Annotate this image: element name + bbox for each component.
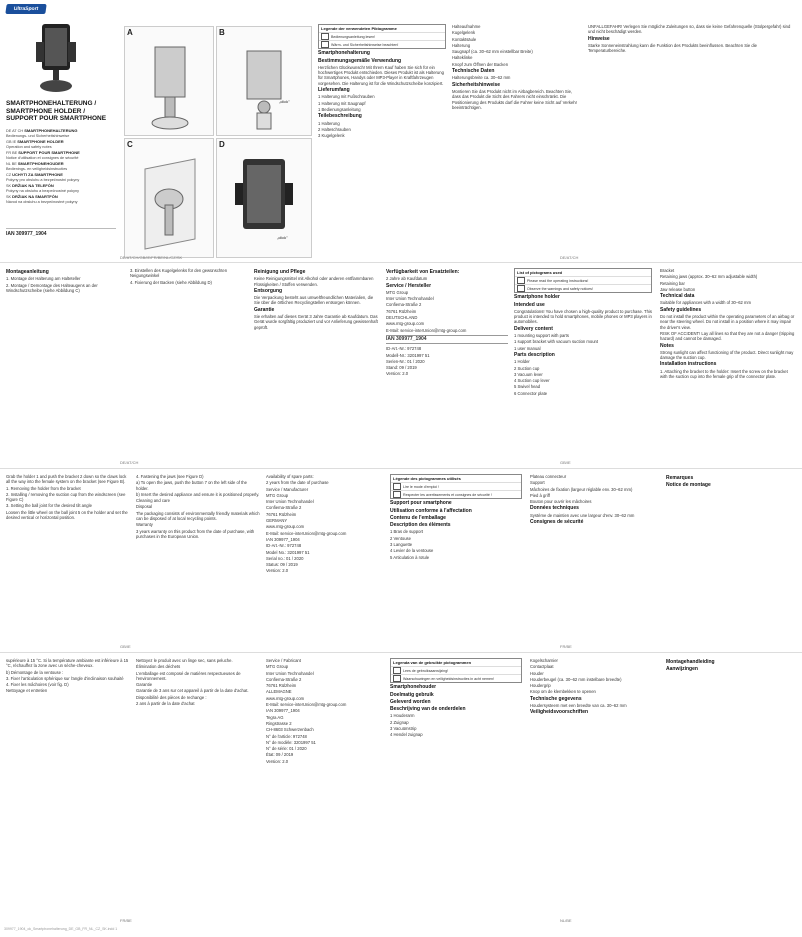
figure-b bbox=[216, 26, 312, 136]
id-line: Stand: 09 / 2019 bbox=[386, 365, 417, 371]
section-heading: Installation instructions bbox=[660, 361, 717, 368]
list-item: 1 Halterung bbox=[318, 120, 340, 126]
paragraph: Die Verpackung besteht aus umweltfreundlichen Materialien, die Sie über die örtlichen Recyclingstellen entsorgen können. bbox=[254, 295, 374, 306]
figure-c-drawing bbox=[125, 139, 213, 257]
figure-c bbox=[124, 138, 214, 258]
legend-row bbox=[319, 40, 445, 48]
paragraph: 3. Setting the ball joint for the desired tilt angle bbox=[6, 503, 92, 509]
parts-list bbox=[530, 474, 660, 504]
address-line: MTG Group bbox=[386, 289, 409, 295]
paragraph: Nettoyage et entretien bbox=[6, 688, 48, 694]
warning-paragraph: RISK OF ACCIDENT! Lay all lines so that they are not a danger (tripping hazard) and cannot be damaged. bbox=[660, 330, 795, 342]
paragraph: 3. Fixer l'articulation sphérique sur l'angle d'inclinaison souhaité bbox=[6, 675, 124, 681]
language-title: SMARTPHONE HOLDER bbox=[17, 139, 64, 144]
language-subtitle: Operation and safety notes bbox=[6, 145, 52, 149]
address-line: DEUTSCHLAND bbox=[386, 315, 418, 321]
de-page1-col3 bbox=[588, 24, 796, 260]
part-item: Kogelscharnier bbox=[530, 658, 558, 663]
list-item: 1 mounting support with parts bbox=[514, 333, 569, 339]
section-heading: Smartphone holder bbox=[514, 294, 560, 301]
cover-ian: IAN 309977_1904 bbox=[6, 228, 116, 239]
page-label: GB/IE bbox=[120, 644, 131, 649]
part-item: Jaw release button bbox=[660, 286, 696, 292]
clack-note: „click" bbox=[277, 235, 288, 240]
list-item: 1 Halterung mit Saugnapf bbox=[318, 100, 366, 106]
legend-text: Lees de gebruiksaanwijzing! bbox=[403, 668, 449, 673]
paragraph: 76761 Rülzheim bbox=[266, 683, 297, 689]
book-icon bbox=[321, 33, 329, 40]
de-page2-col2 bbox=[130, 268, 248, 458]
paragraph: N° de l'article: 972748 bbox=[266, 733, 307, 739]
part-item: Knop om de klembekken te openen bbox=[530, 689, 596, 695]
email: E-Mail: service-interUnion@mtg-group.com bbox=[386, 327, 467, 333]
paragraph: Garantie de 3 ans sur cet appareil à partir de la date d'achat. bbox=[136, 688, 249, 694]
section-heading: Veiligheidsvoorschriften bbox=[530, 709, 589, 716]
part-item: Support bbox=[530, 480, 545, 486]
legend-text: Wärm- und Sicherheitshinweise beachten! bbox=[331, 42, 399, 47]
paragraph: ID-Art.-Nr.: 972748 bbox=[266, 543, 302, 549]
parts-list bbox=[530, 658, 660, 695]
part-item: Houdergrip bbox=[530, 683, 551, 689]
paragraph: 4. Fixer les mâchoires (voir fig. D) bbox=[6, 682, 69, 688]
figure-d bbox=[216, 138, 312, 258]
part-item: Halteklinke bbox=[452, 55, 473, 61]
paragraph: 3 years warranty on this product from the date of purchase, with purchases in the European Union. bbox=[136, 528, 255, 539]
language-subtitle: Pokyny pro obsluhu a bezpečnostní pokyny bbox=[6, 178, 80, 182]
legend-text: Bedienungsanleitung lesen! bbox=[331, 34, 376, 39]
legend-text: Respecter les avertissements et consignes de sécurité ! bbox=[403, 492, 492, 497]
language-code: FR BE bbox=[6, 151, 19, 155]
paragraph: 76761 Rülzheim bbox=[266, 511, 297, 517]
legend-row bbox=[515, 284, 651, 292]
section-heading: Remarques bbox=[666, 475, 694, 481]
en-page3-col2 bbox=[136, 474, 260, 642]
id-list bbox=[386, 346, 508, 376]
de-page2-col1 bbox=[6, 268, 124, 458]
language-title: DRŽIAK NA SMARTFÓN bbox=[12, 194, 58, 199]
paragraph: Version: 2.0 bbox=[266, 568, 289, 574]
paragraph: ALLEMAGNE bbox=[266, 689, 292, 695]
part-item: Plateau connecteur bbox=[530, 474, 567, 479]
paragraph: Élimination des déchets bbox=[136, 664, 181, 670]
section-heading: Lieferumfang bbox=[318, 87, 350, 94]
cover-language-entry bbox=[6, 183, 116, 194]
de-page1-col2 bbox=[452, 24, 582, 260]
warning-paragraph: UNFALLGEFAHR! Verlegen Sie mögliche Zuleitungen so, dass sie keine Gefahrenquelle (Stolpergefahr) sind und nicht beschädigt werden. bbox=[588, 24, 791, 35]
list-item: 4 Suction cup lever bbox=[514, 378, 550, 384]
brand-logo bbox=[5, 4, 46, 14]
fr-legend bbox=[390, 474, 522, 499]
nl-page4-col5 bbox=[530, 658, 660, 918]
paragraph: État: 09 / 2019 bbox=[266, 752, 294, 758]
nl-page4-col4 bbox=[390, 658, 524, 918]
warning-icon bbox=[393, 675, 401, 682]
paragraph: Garantie bbox=[136, 682, 153, 688]
en-page3-col1 bbox=[6, 474, 130, 642]
paragraph: Strong sunlight can affect functioning of the product. Direct sunlight may damage the suction cup. bbox=[660, 349, 794, 361]
fr-page3-col4 bbox=[390, 474, 524, 642]
fr-page4-col1 bbox=[6, 658, 130, 918]
print-footer bbox=[0, 927, 802, 937]
row-divider bbox=[0, 468, 802, 469]
section-heading: Consignes de sécurité bbox=[530, 519, 584, 526]
cover-language-entry bbox=[6, 139, 116, 150]
paragraph: MTG Group bbox=[266, 664, 289, 670]
book-icon bbox=[393, 667, 401, 674]
part-item: Knopf zum Öffnen der Backen bbox=[452, 61, 509, 67]
section-heading: Technical data bbox=[660, 293, 695, 300]
paragraph: b) Démontage de la ventouse : bbox=[6, 669, 64, 675]
id-line: Version: 2.0 bbox=[386, 371, 409, 377]
section-heading: Delivery content bbox=[514, 325, 553, 332]
paragraph: Houdersysteem met een breedte van ca. 30–62 mm bbox=[530, 703, 627, 709]
language-code: SK bbox=[6, 195, 13, 199]
paragraph: Congratulations! You have chosen a high-quality product to purchase. This product is intended to hold smartphones, mobile phones or MP3 players in automobiles. bbox=[514, 308, 652, 325]
language-title: UCHYTI ZA SMARTPHONE bbox=[12, 172, 63, 177]
section-heading: Aanwijzingen bbox=[666, 666, 698, 673]
part-item: Kugelgelenk bbox=[452, 30, 476, 36]
paragraph: Cleaning and care bbox=[136, 498, 170, 504]
paragraph: www.mtg-group.com bbox=[266, 524, 305, 530]
paragraph: b) Insert the desired appliance and ensure it is positioned properly. bbox=[136, 491, 260, 497]
ian-box: IAN 309977_1904 bbox=[386, 335, 508, 344]
paragraph: Nettoyez le produit avec un linge sec, sans peluche. bbox=[136, 658, 233, 663]
list-item: 1. Montage der Halterung am Halteteller bbox=[6, 276, 81, 282]
list-item: 4 Hendel zuignap bbox=[390, 732, 423, 738]
paragraph: Loosen the little wheel on the ball joint 5 on the holder and set the desired vertical or horizontal position. bbox=[6, 509, 128, 521]
section-heading: Entsorgung bbox=[254, 287, 283, 294]
list-item: 1 support bracket with vacuum suction mount bbox=[514, 339, 599, 345]
list-item: 1 user manual bbox=[514, 345, 541, 351]
legend-row bbox=[391, 482, 521, 490]
language-subtitle: Bedienings- en veiligheidsinstructies bbox=[6, 167, 68, 171]
address-line: 76761 Rülzheim bbox=[386, 308, 417, 314]
section-heading: Données techniques bbox=[530, 505, 579, 512]
language-title: SMARTPHONEHALTERUNG bbox=[24, 128, 78, 133]
cover-language-entry bbox=[6, 194, 116, 205]
address-line: www.mtg-group.com bbox=[386, 321, 425, 327]
nl-page4-col6 bbox=[666, 658, 796, 918]
de-page2-col4 bbox=[386, 268, 508, 458]
brand-text: UltraSport bbox=[13, 6, 39, 12]
cover-language-entry bbox=[6, 161, 116, 172]
part-item: Houder bbox=[530, 670, 544, 676]
list-item: 3 Vacuümstrip bbox=[390, 726, 417, 732]
warning-icon bbox=[517, 285, 525, 292]
delivery-list bbox=[514, 333, 654, 351]
list-item: 1 Holder bbox=[514, 359, 530, 365]
parts-list bbox=[390, 529, 524, 559]
en-legend bbox=[514, 268, 652, 293]
paragraph: E-Mail: service-interUnion@mtg-group.com bbox=[266, 530, 347, 536]
fr-page3-col6 bbox=[666, 474, 796, 642]
paragraph: 2. Installing / removing the suction cup from the windscreen (see Figure C) bbox=[6, 491, 126, 503]
id-line: Modell-Nr.: 3201997 51 bbox=[386, 352, 430, 358]
section-heading: Smartphonehouder bbox=[390, 684, 437, 691]
en-page3-col3 bbox=[266, 474, 384, 642]
en-page2-col5 bbox=[514, 268, 654, 458]
paragraph: Service / Fabricant bbox=[266, 658, 301, 663]
paragraph: Do not install the product within the operating parameters of an airbag or near the steering wheel. Do not install in a position where it may impair the driver's view. bbox=[660, 314, 795, 330]
legend-text: Waarschuwingen en veiligheidsinstructies in acht nemen! bbox=[403, 676, 494, 681]
section-heading: Teilebeschreibung bbox=[318, 113, 362, 120]
list-item: 2 Zuignap bbox=[390, 719, 409, 725]
section-heading: Safety guidelines bbox=[660, 306, 702, 313]
paragraph: N° de série: 01 / 2020 bbox=[266, 746, 307, 752]
list-item: 1 Houderarm bbox=[390, 713, 415, 719]
paragraph: Tegra AG bbox=[266, 714, 284, 720]
warning-icon bbox=[321, 41, 329, 48]
cover-languages bbox=[6, 128, 116, 205]
paragraph: Serial no.: 01 / 2020 bbox=[266, 555, 304, 561]
page-label: DE/AT/CH bbox=[560, 255, 579, 260]
paragraph: supérieure à 15 °C. Si la température ambiante est inférieure à 15 °C, réchauffez la zone avec un sèche-cheveux. bbox=[6, 658, 129, 669]
paragraph: 2 years from the date of purchase bbox=[266, 480, 329, 486]
paragraph: N° de modèle: 3201997 51 bbox=[266, 739, 316, 745]
paragraph: MTG Group bbox=[266, 492, 289, 498]
figure-a-drawing bbox=[125, 27, 213, 135]
language-title: SMARTPHONEHOUDER bbox=[17, 161, 64, 166]
paragraph: Confiema-Straße 2 bbox=[266, 676, 302, 682]
paragraph: Ringstrasse 2 bbox=[266, 720, 292, 726]
address-line: Confiema-Straße 2 bbox=[386, 302, 422, 308]
language-title: SUPPORT POUR SMARTPHONE bbox=[18, 150, 80, 155]
de-page1-col1 bbox=[318, 24, 446, 260]
click-note: „click" bbox=[279, 99, 290, 104]
paragraph: Disposal bbox=[136, 504, 153, 510]
language-code: NL BE bbox=[6, 162, 18, 166]
paragraph: 4. Fastening the jaws (see Figure D) bbox=[136, 474, 204, 479]
section-heading: Doelmatig gebruik bbox=[390, 691, 434, 698]
list-item: 3. Einstellen des Kugelgelenks für den gewünschten Neigungswinkel bbox=[130, 268, 228, 279]
figure-label: C bbox=[127, 140, 133, 149]
paragraph: Availability of spare parts: bbox=[266, 474, 314, 479]
id-line: Serien-Nr.: 01 / 2020 bbox=[386, 358, 425, 364]
list-item: 3 Kugelgelenk bbox=[318, 133, 345, 139]
list-item: 1 Halterung mit Fußschrauben bbox=[318, 94, 375, 100]
part-item: Bracket bbox=[660, 268, 675, 273]
page-label: GB/IE bbox=[560, 460, 571, 465]
legend-title: Légende des pictogrammes utilisés bbox=[393, 476, 461, 481]
section-heading: Smartphonehalterung bbox=[318, 50, 370, 57]
paragraph: Disponibilité des pièces de rechange : bbox=[136, 694, 207, 700]
section-heading: Utilisation conforme à l'affectation bbox=[390, 507, 472, 514]
section-heading: Parts description bbox=[514, 351, 555, 358]
language-subtitle: Pokyny na obsluhu a bezpečnostné pokyny bbox=[6, 189, 80, 193]
language-code: SK bbox=[6, 184, 13, 188]
fr-page3-col5 bbox=[530, 474, 660, 642]
paragraph: Version: 2.0 bbox=[266, 758, 289, 764]
nl-legend bbox=[390, 658, 522, 683]
paragraph: Starke Sonneneinstrahlung kann die Funktion des Produkts beeinflussen. Beachten Sie die Temperaturbereiche. bbox=[588, 42, 758, 54]
section-heading: Montagehandleiding bbox=[666, 659, 715, 665]
legend-text: Observe the warnings and safety notices! bbox=[527, 286, 593, 291]
cover-language-entry bbox=[6, 150, 116, 161]
part-item: Pied à griff bbox=[530, 492, 550, 498]
warning-icon bbox=[393, 491, 401, 498]
legend-row bbox=[515, 276, 651, 284]
figure-label: D bbox=[219, 140, 225, 149]
cover-language-entry bbox=[6, 128, 116, 139]
fr-page4-col3 bbox=[266, 658, 384, 918]
language-code: DE AT CH bbox=[6, 129, 25, 133]
language-subtitle: Bedienungs- und Sicherheitshinweise bbox=[6, 134, 70, 138]
paragraph: Inter Union Technohandel bbox=[266, 670, 314, 676]
en-page2-col6 bbox=[660, 268, 796, 458]
parts-list bbox=[390, 713, 524, 737]
paragraph: 1. Attaching the bracket to the holder: Insert the screw on the bracket with the suction cup into the female grip of the connector plate. bbox=[660, 368, 788, 380]
section-heading: Montageanleitung bbox=[6, 269, 49, 275]
paragraph: The packaging consists of environmentally friendly materials which can be disposed of at local recycling points. bbox=[136, 510, 260, 522]
company-address bbox=[386, 290, 508, 327]
language-title: DRŽIAK NA TELEFÓN bbox=[12, 183, 54, 188]
paragraph: a) To open the jaws, push the button 7 on the left side of the holder. bbox=[136, 480, 247, 491]
paragraph: IAN 309977_1904 bbox=[266, 708, 300, 714]
page-label: DE/AT/CH/GB/IE/FR/BE/NL/CZ/SK bbox=[120, 255, 183, 260]
part-item: Retaining jaws (approx. 30–62 mm adjustable width) bbox=[660, 274, 758, 280]
legend-text: Please read the operating instructions! bbox=[527, 278, 589, 283]
part-item: Saugnapf (ca. 30–62 mm einstellbar Breite) bbox=[452, 49, 533, 55]
list-item: 5 Articulation à rotule bbox=[390, 554, 430, 560]
list-item: 1 Bedienungsanleitung bbox=[318, 106, 361, 112]
paragraph: Halterungsbreite ca. 30–62 mm bbox=[452, 75, 511, 81]
row-divider bbox=[0, 652, 802, 653]
section-heading: Bestimmungsgemäße Verwendung bbox=[318, 57, 402, 64]
paragraph: Confiema-Straße 2 bbox=[266, 505, 302, 511]
section-heading: Notice de montage bbox=[666, 482, 711, 489]
section-heading: Hinweise bbox=[588, 35, 610, 42]
legend-row bbox=[391, 674, 521, 682]
paragraph: Service / Manufacturer bbox=[266, 486, 309, 492]
section-heading: Garantie bbox=[254, 306, 275, 313]
part-item: Halterung bbox=[452, 42, 471, 48]
paragraph: Inter Union Technohandel bbox=[266, 499, 314, 505]
paragraph: CH-8603 Schwerzenbach bbox=[266, 727, 314, 733]
figure-d-drawing bbox=[217, 139, 311, 257]
legend-row bbox=[391, 666, 521, 674]
parts-list bbox=[660, 268, 796, 292]
part-item: Kontaktsäule bbox=[452, 36, 477, 42]
cover-title: SMARTPHONEHALTERUNG / SMARTPHONE HOLDER / SUPPORT POUR SMARTPHONE bbox=[6, 100, 107, 122]
part-item: Contactplaat bbox=[530, 664, 554, 670]
paragraph: Model No.: 3201997 51 bbox=[266, 549, 310, 555]
id-line: ID-Art.-Nr.: 972748 bbox=[386, 346, 422, 352]
page-label: FR/BE bbox=[560, 644, 572, 649]
section-heading: Intended use bbox=[514, 301, 545, 308]
paragraph: Montieren Sie das Produkt nicht im Airbagbereich. Beachten Sie, dass das Produkt die Sicht des Fahrers nicht einschränkt. Die Positionierung des Produkts darf die Fahrer keine Sicht auf Verkehr beeinträchtigen. bbox=[452, 88, 577, 110]
paragraph: 2 Jahre ab Kaufdatum bbox=[386, 276, 428, 282]
legend-text: Lire le mode d'emploi ! bbox=[403, 484, 440, 489]
page-label: FR/BE bbox=[120, 918, 132, 923]
list-item: 2 Suction cup bbox=[514, 365, 540, 371]
section-heading: Support pour smartphone bbox=[390, 500, 452, 507]
figure-b-drawing bbox=[217, 27, 311, 135]
section-heading: Reinigung und Pflege bbox=[254, 269, 306, 275]
section-heading: Service / Hersteller bbox=[386, 282, 432, 289]
address-line: Inter Union Technohandel bbox=[386, 296, 434, 302]
section-heading: Beschrijving van de onderdelen bbox=[390, 706, 466, 713]
list-item: 3 Languette bbox=[390, 542, 413, 548]
paragraph: Sie erhalten auf dieses Gerät 3 Jahre Garantie ab Kaufdatum. Das Gerät wurde sorgfältig produziert und vor Anlieferung gewissenhaft geprüft. bbox=[254, 314, 378, 330]
list-item: 2. Montage / Demontage des Halteaugens an der Windschutzscheibe (siehe Abbildung C) bbox=[6, 282, 98, 293]
part-item: Bouton pour ouvrir les mâchoires bbox=[530, 499, 592, 505]
footer-text: 309977_1904_ok_Smartphonehalterung_DE_GB_FR_NL_CZ_SK.indd 1 bbox=[4, 927, 118, 931]
figure-a bbox=[124, 26, 214, 136]
figure-label: B bbox=[219, 28, 225, 37]
paragraph: Grab the holder 1 and push the bracket 2 down so the claws lock all the way into the female system on the bracket (see Figure B). bbox=[6, 474, 127, 485]
paragraph: Warranty bbox=[136, 522, 153, 528]
part-item: Houderbeugel (ca. 30–62 mm instelbare breedte) bbox=[530, 676, 622, 682]
section-heading: Sicherheitshinweise bbox=[452, 81, 501, 88]
list-item: 4 Levier de la ventouse bbox=[390, 548, 434, 554]
section-heading: Technische Daten bbox=[452, 68, 495, 75]
list-item: 1 Bras de support bbox=[390, 529, 424, 535]
list-item: 4. Fixierung der Backen (siehe Abbildung D) bbox=[130, 279, 212, 285]
section-heading: Description des éléments bbox=[390, 522, 451, 529]
legend-title: Legenda van de gebruikte pictogrammen bbox=[393, 660, 472, 665]
list-item: 2 Halteschrauben bbox=[318, 126, 351, 132]
de-page2-col3 bbox=[254, 268, 380, 458]
page-label-bar bbox=[0, 255, 802, 265]
figure-label: A bbox=[127, 28, 133, 37]
fr-page4-col2 bbox=[136, 658, 260, 918]
paragraph: Herzlichen Glückwunsch! Mit Ihrem Kauf haben Sie sich für ein hochwertiges Produkt entschieden. Dieses Produkt ist als Halterung für Smartphones, Handys oder MP3-Player in Kraftfahrzeugen vorgesehen. Die Halterung ist für die Windschutzscheibe konzipiert. bbox=[318, 64, 444, 86]
page-label: NL/BE bbox=[560, 918, 572, 923]
page-label: DE/AT/CH bbox=[120, 460, 139, 465]
paragraph: IAN 309977_1904 bbox=[266, 536, 300, 542]
section-heading: Verfügbarkeit von Ersatzteilen: bbox=[386, 269, 460, 275]
paragraph: www.mtg-group.com bbox=[266, 695, 305, 701]
paragraph: 1. Removing the holder from the bracket bbox=[6, 485, 81, 491]
part-item: Retaining bar bbox=[660, 280, 685, 286]
list-item: 2 Ventouse bbox=[390, 535, 411, 541]
legend-title: List of pictograms used bbox=[517, 270, 563, 275]
language-code: GB IE bbox=[6, 140, 18, 144]
paragraph: E-Mail: service-interUnion@mtg-group.com bbox=[266, 702, 347, 708]
list-item: 5 Swivel head bbox=[514, 384, 541, 390]
section-heading: Technische gegevens bbox=[530, 695, 582, 702]
section-heading: Geleverd worden bbox=[390, 698, 431, 705]
legend-row bbox=[319, 32, 445, 40]
paragraph: GERMANY bbox=[266, 518, 288, 524]
paragraph: Keine Reinigungsmittel mit Alkohol oder anderen entflammbaren Flüssigkeiten / Stoffen verwenden. bbox=[254, 276, 374, 287]
section-heading: Contenu de l'emballage bbox=[390, 514, 446, 521]
part-item: Mâchoires de fixation (largeur réglable env. 30–62 mm) bbox=[530, 486, 633, 492]
list-item: 3 Vacuum lever bbox=[514, 371, 543, 377]
paragraph: L'emballage est composé de matières respectueuses de l'environnement. bbox=[136, 670, 241, 681]
language-subtitle: Notice d'utilisation et consignes de sécurité bbox=[6, 156, 79, 160]
legend-row bbox=[391, 490, 521, 498]
de-legend bbox=[318, 24, 446, 49]
paragraph: Suitable for appliances with a width of 30–62 mm bbox=[660, 300, 752, 306]
part-item: Halteaufnahme bbox=[452, 24, 481, 29]
language-code: CZ bbox=[6, 173, 13, 177]
cover-language-entry bbox=[6, 172, 116, 183]
paragraph: 2 ans à partir de la date d'achat bbox=[136, 701, 195, 707]
parts-list bbox=[514, 359, 654, 396]
legend-title: Legende der verwendeten Piktogramme bbox=[321, 26, 397, 31]
list-item: 6 Connector plate bbox=[514, 390, 548, 396]
paragraph: Status: 09 / 2019 bbox=[266, 562, 298, 568]
language-subtitle: Návod na obsluhu a bezpečnostné pokyny bbox=[6, 200, 78, 204]
book-icon bbox=[393, 483, 401, 490]
row-divider bbox=[0, 262, 802, 263]
section-heading: Notes bbox=[660, 342, 674, 349]
paragraph: Système de maintien avec une largeur d'env. 30–62 mm bbox=[530, 512, 635, 518]
product-illustration bbox=[20, 22, 90, 94]
book-icon bbox=[517, 277, 525, 284]
